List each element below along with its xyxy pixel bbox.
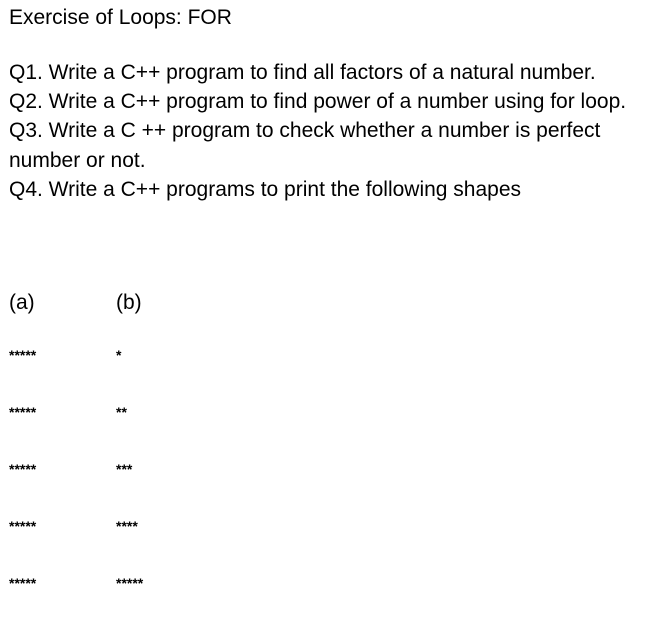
exercise-title: Exercise of Loops: FOR [9, 6, 232, 29]
question-1: Q1. Write a C++ program to find all factors of a natural number. [9, 61, 596, 84]
shape-a-row-3: ***** [9, 461, 37, 477]
shape-b-row-1: * [116, 347, 122, 363]
shape-a-row-1: ***** [9, 347, 37, 363]
shape-a-label: (a) [9, 291, 35, 314]
question-list [9, 58, 654, 204]
shape-a-row-2: ***** [9, 404, 37, 420]
shape-b-row-4: **** [116, 518, 138, 534]
question-2: Q2. Write a C++ program to find power of a number using for loop. [9, 90, 627, 114]
shape-a-row-5: ***** [9, 575, 37, 591]
question-4: Q4. Write a C++ programs to print the following shapes [9, 177, 522, 201]
shape-b-row-2: ** [116, 404, 127, 420]
shape-b-pattern [116, 346, 143, 631]
shape-a-row-4: ***** [9, 518, 37, 534]
shape-a-pattern [9, 346, 36, 631]
shape-b-label: (b) [116, 291, 142, 314]
shape-b-row-5: ***** [116, 575, 144, 591]
question-3: Q3. Write a C ++ program to check whether a number is perfect number or not. [9, 119, 601, 172]
shape-b-row-3: *** [116, 461, 133, 477]
